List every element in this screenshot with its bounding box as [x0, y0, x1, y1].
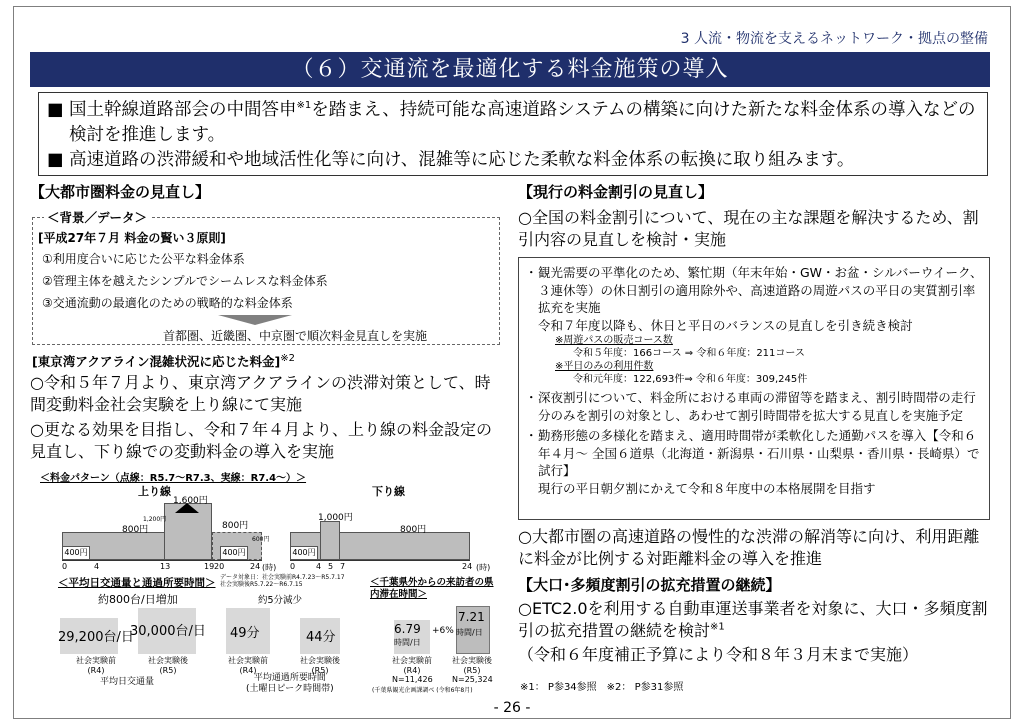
g3-after-unit: 時間/日 [456, 628, 483, 637]
etc-para: ○ETC2.0を利用する自動車運送事業者を対象に、大口・多頻度割引の拡充措置の継続を検討$^{※1}$ [518, 599, 988, 640]
principles-title: [平成27年７月 料金の賢い３原則] [38, 231, 226, 245]
graph1-data-note: データ対象日：社会実験前R4.7.23～R5.7.17 社会実験後R5.7.22～R6.7.15 [220, 574, 345, 588]
g2-before-label: 社会実験前 (R4) [228, 656, 268, 675]
g3-after-value: 7.21 [458, 610, 485, 624]
up-tick-19: 19 [204, 562, 215, 571]
up-peak-value: 1,600円 [173, 496, 208, 506]
up-tick-0: 0 [62, 562, 68, 571]
g1-increase-label: 約800台/日増加 [98, 593, 178, 606]
right-heading-2: 【大口･多頻度割引の拡充措置の継続】 [518, 576, 781, 594]
up-tick-20: 20 [214, 562, 225, 571]
etc-budget-para: （令和６年度補正予算により令和８年３月末まで実施） [518, 645, 919, 664]
principle-2: ②管理主体を越えたシンプルでシームレスな料金体系 [42, 274, 328, 288]
down-tick-0: 0 [290, 562, 296, 571]
page-title: （６）交通流を最適化する料金施策の導入 [30, 52, 990, 87]
pattern-title: ＜料金パターン（点線：R5.7～R7.3、実線：R7.4～）＞ [40, 473, 307, 484]
background-label: ＜背景／データ＞ [44, 208, 150, 226]
box-bullet-2: ・ 深夜割引について、料金所における車両の滞留等を踏まえ、割引時間帯の走行分のみを割引の対象とし、あわせて割引時間帯を拡大する見直しを実施予定 [525, 390, 976, 423]
down-tick-7: 7 [340, 562, 346, 571]
g2-caption: 平均通過所要時間 (土曜日ピーク時間帯) [246, 673, 334, 694]
up-600-value: 600円 [252, 536, 270, 543]
down-tick-5: 5 [328, 562, 334, 571]
g1-before-value: 29,200台/日 [58, 630, 134, 645]
box-bullet-3: ・ 勤務形態の多様化を踏まえ、適用時間帯が柔軟化した通勤パスを導入【令和６年４月～ 全国６道県（北海道・新潟県・石川県・山梨県・香川県・長崎県）で試行】 [525, 428, 980, 478]
up-tick-4: 4 [94, 562, 100, 571]
distance-fare-para: ○大都市圏の高速道路の慢性的な渋滞の解消等に向け、利用距離に料金が比例する対距離料金の導入を推進 [518, 527, 980, 568]
down-peak-bar [320, 521, 340, 560]
principles-result: 首都圏、近畿圏、中京圏で順次料金見直しを実施 [162, 329, 427, 343]
left-heading: 【大都市圏料金の見直し】 [30, 183, 211, 201]
g3-source: (千葉県観光企画課調べ (令和6年8月) [372, 687, 473, 694]
box-bullet-1: ・ 観光需要の平準化のため、繁忙期（年末年始・GW・お盆・シルバーウイーク、３連休等）の休日割引の適用除外や、高速道路の周遊パスの平日の実質割引率拡充を実施 [525, 265, 983, 315]
up-base-value: 800円 [122, 525, 149, 535]
square-bullet-icon: ■ [47, 100, 64, 120]
principle-3: ③交通流動の最適化のための戦略的な料金体系 [42, 296, 293, 310]
down-peak-value: 1,000円 [318, 513, 353, 523]
down-x-axis [290, 560, 470, 561]
up-x-axis [62, 560, 262, 561]
principles-list [42, 248, 328, 314]
up-tick-24: 24 [250, 562, 261, 571]
note-1-body: 令和５年度：166コース ⇒ 令和６年度：211コース [573, 348, 805, 359]
up-tick-13: 13 [160, 562, 171, 571]
g3-before-label: 社会実験前 (R4) N=11,426 [392, 656, 433, 684]
down-time-unit: (時) [476, 563, 491, 572]
note-2-body: 令和元年度：122,693件⇒ 令和６年度：309,245件 [573, 374, 808, 385]
page-number: - 26 - [493, 700, 531, 716]
g2-reduce-label: 約5分減少 [258, 595, 303, 606]
g3-after-label: 社会実験後 (R5) N=25,324 [452, 656, 493, 684]
down-base-value: 800円 [400, 525, 427, 535]
g2-before-value: 49分 [230, 626, 260, 641]
g1-before-label: 社会実験前 (R4) [76, 656, 116, 675]
graph3-title: ＜千葉県外からの来訪者の県内滞在時間＞ [370, 577, 494, 600]
section-label: 3 人流・物流を支えるネットワーク・拠点の整備 [680, 31, 988, 47]
up-right-value: 800円 [222, 521, 249, 531]
note-1: ※周遊パスの販売コース数 [555, 335, 673, 346]
up-1200-value: 1,200円 [143, 516, 167, 523]
up-time-unit: (時) [262, 563, 277, 572]
g2-after-label: 社会実験後 (R5) [300, 656, 340, 675]
graph1-title: ＜平均日交通量と通過所要時間＞ [58, 577, 216, 589]
aqualine-para-2: ○更なる効果を目指し、令和７年４月より、上り線の料金設定の見直し、下り線での変動料金の導入を実施 [30, 420, 492, 461]
up-low-value: 400円 [62, 546, 90, 560]
down-low-value: 400円 [290, 546, 318, 560]
note-2: ※平日のみの利用件数 [555, 361, 654, 372]
g1-caption: 平均日交通量 [100, 677, 155, 687]
aqualine-title: [東京湾アクアライン混雑状況に応じた料金]$^{※2}$ [32, 352, 295, 369]
footnote: ※1： P参34参照 ※2： P参31参照 [520, 682, 684, 693]
box-bullet-3-sub: 現行の平日朝夕割にかえて令和８年度中の本格展開を目指す [538, 480, 876, 496]
down-tick-24: 24 [462, 562, 473, 571]
down-line-label: 下り線 [372, 485, 405, 498]
down-tick-4: 4 [316, 562, 322, 571]
right-heading: 【現行の料金割引の見直し】 [518, 183, 714, 201]
g1-after-label: 社会実験後 (R5) [148, 656, 188, 675]
summary-line-1: ■ 国土幹線道路部会の中間答申$^{※1}$を踏まえ、持続可能な高速道路システムの構築に向けた新たな料金体系の導入などの検討を推進します。 [47, 100, 976, 145]
summary-line-2: ■ 高速道路の渋滞緩和や地域活性化等に向け、混雑等に応じた柔軟な料金体系の転換に取り組みます。 [47, 148, 979, 173]
summary-box [38, 92, 988, 176]
down-arrow-icon [218, 315, 292, 325]
g3-before-unit: 時間/日 [394, 638, 421, 647]
square-bullet-icon: ■ [47, 150, 64, 170]
up-line-label: 上り線 [138, 485, 171, 498]
g2-after-value: 44分 [306, 630, 336, 645]
aqualine-para-1: ○令和５年７月より、東京湾アクアラインの渋滞対策として、時間変動料金社会実験を上り線にて実施 [30, 373, 491, 414]
g3-before-value: 6.79 [394, 622, 421, 636]
box-bullet-1-sub: 令和７年度以降も、休日と平日のバランスの見直しを引き続き検討 [538, 317, 913, 333]
g1-after-value: 30,000台/日 [130, 624, 206, 639]
up-right-low-value: 400円 [220, 546, 248, 560]
g3-pct: +6% [432, 626, 454, 636]
discount-box [518, 257, 990, 520]
right-intro: ○全国の料金割引について、現在の主な課題を解決するため、割引内容の見直しを検討・実施 [518, 208, 979, 249]
principle-1: ①利用度合いに応じた公平な料金体系 [42, 252, 245, 266]
